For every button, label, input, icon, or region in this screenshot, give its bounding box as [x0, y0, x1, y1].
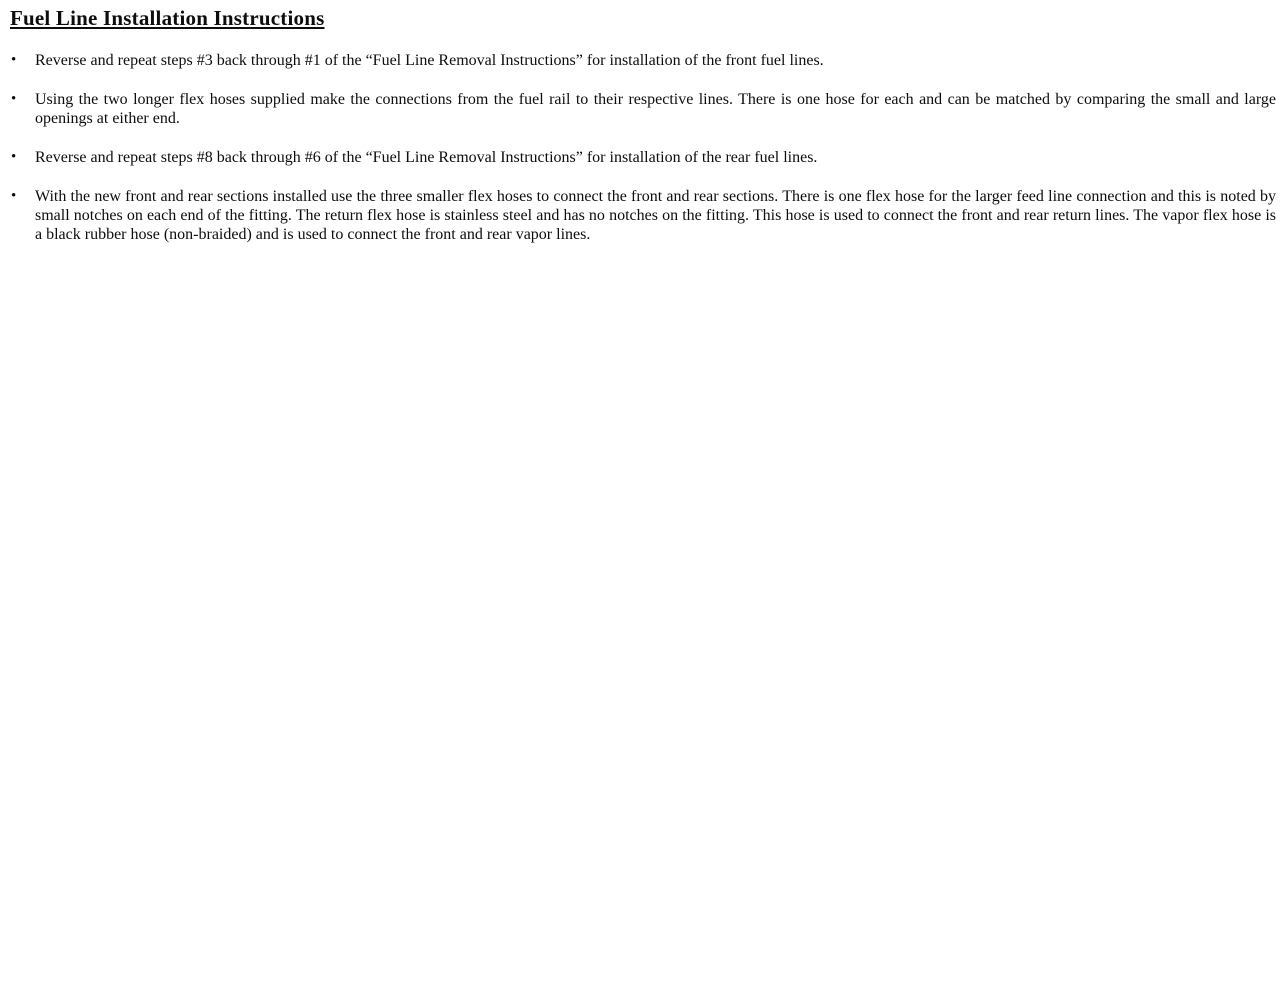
bullet-icon: •: [11, 91, 17, 107]
bullet-icon: •: [11, 149, 17, 165]
bullet-text: With the new front and rear sections installed use the three smaller flex hoses to connect the front and rear sections. There is one flex hose for the larger feed line connection and this is noted by small notches on each end of the fitting. The return flex hose is stainless steel and has no notches on the fitting. This hose is used to connect the front and rear return lines. The vapor flex hose is a black rubber hose (non-braided) and is used to connect the front and rear vapor lines.: [35, 188, 1276, 243]
page-title: Fuel Line Installation Instructions: [10, 6, 325, 30]
bullet-icon: •: [11, 52, 17, 68]
list-item: [10, 148, 1276, 167]
bullet-text: Reverse and repeat steps #3 back through #1 of the “Fuel Line Removal Instructions” for installation of the front fuel lines.: [35, 52, 824, 69]
bullet-text: Reverse and repeat steps #8 back through #6 of the “Fuel Line Removal Instructions” for installation of the rear fuel lines.: [35, 149, 818, 166]
bullet-text: Using the two longer flex hoses supplied make the connections from the fuel rail to their respective lines. There is one hose for each and can be matched by comparing the small and large openings at either end.: [35, 91, 1276, 127]
list-item: [10, 187, 1276, 244]
bullet-list: [10, 51, 1276, 244]
list-item: [10, 51, 1276, 70]
list-item: [10, 90, 1276, 128]
bullet-icon: •: [11, 188, 17, 204]
